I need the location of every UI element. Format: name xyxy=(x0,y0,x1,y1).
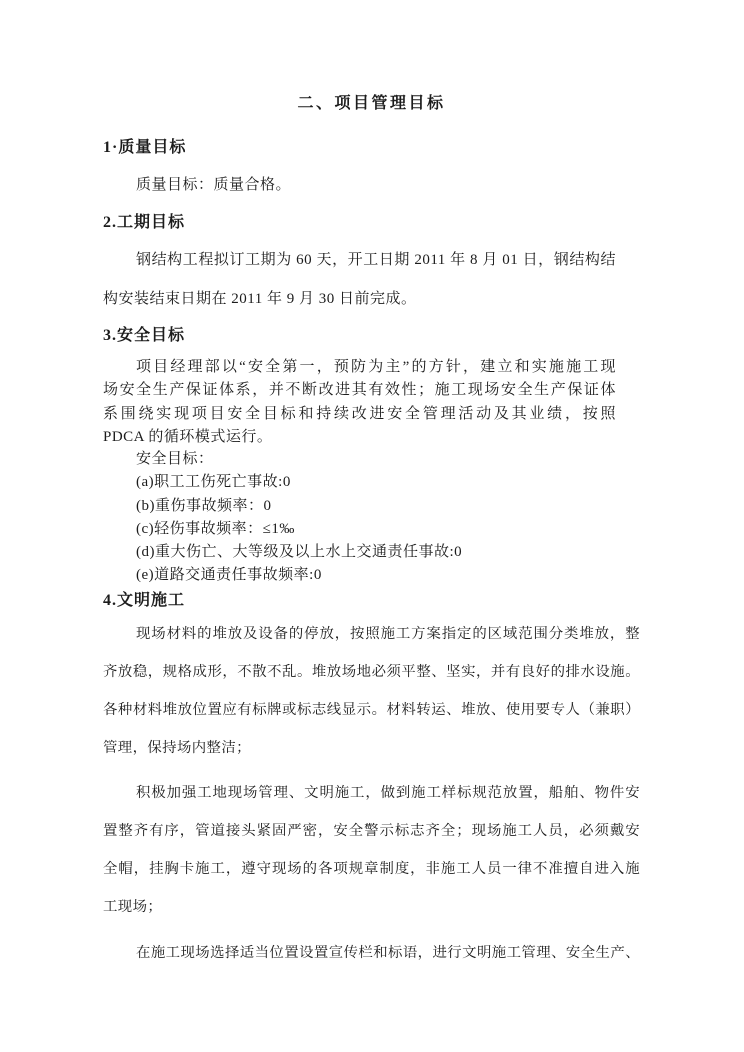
section-heading-schedule: 2.工期目标 xyxy=(103,214,186,231)
list-item: (c)轻伤事故频率：≤1‰ xyxy=(136,520,295,537)
text-line: 全帽，挂胸卡施工，遵守现场的各项规章制度，非施工人员一律不准擅自进入施 xyxy=(103,861,640,877)
paragraph-quality xyxy=(103,174,616,197)
section-heading-quality: 1·质量目标 xyxy=(103,139,187,156)
text-line: 项目经理部以“安全第一，预防为主”的方针，建立和实施施工现 xyxy=(136,359,616,375)
text-line: 现场材料的堆放及设备的停放，按照施工方案指定的区域范围分类堆放，整 xyxy=(136,626,640,642)
text-line: 各种材料堆放位置应有标牌或标志线显示。材料转运、堆放、使用要专人（兼职） xyxy=(103,702,640,718)
paragraph-publicity-board xyxy=(103,934,640,972)
text-line: 工现场； xyxy=(103,899,163,915)
paragraph-site-management xyxy=(103,774,640,926)
text-line: 在施工现场选择适当位置设置宣传栏和标语，进行文明施工管理、安全生产、 xyxy=(136,945,640,961)
paragraph-material-stacking xyxy=(103,615,640,767)
text-line: 钢结构工程拟订工期为 60 天，开工日期 2011 年 8 月 01 日，钢结构结 xyxy=(136,252,616,268)
list-item: 安全目标： xyxy=(136,451,214,467)
list-item: (a)职工工伤死亡事故:0 xyxy=(136,474,291,491)
paragraph-schedule xyxy=(103,241,616,319)
text-line: 积极加强工地现场管理、文明施工，做到施工样标规范放置，船舶、物件安 xyxy=(136,785,640,801)
section-heading-civilized-construction: 4.文明施工 xyxy=(103,592,186,609)
text-line: PDCA 的循环模式运行。 xyxy=(103,428,273,445)
text-line: 构安装结束日期在 2011 年 9 月 30 日前完成。 xyxy=(103,291,417,307)
paragraph-safety-policy xyxy=(103,356,616,449)
text-line: 管理，保持场内整洁； xyxy=(103,740,251,756)
text-line: 齐放稳，规格成形，不散不乱。堆放场地必须平整、坚实，并有良好的排水设施。 xyxy=(103,664,640,680)
text-line: 场安全生产保证体系，并不断改进其有效性；施工现场安全生产保证体 xyxy=(103,382,616,399)
list-item: (e)道路交通责任事故频率:0 xyxy=(136,567,322,584)
text-line: 质量目标：质量合格。 xyxy=(136,177,292,193)
text-line: 系围绕实现项目安全目标和持续改进安全管理活动及其业绩，按照 xyxy=(103,405,616,422)
safety-target-list xyxy=(103,448,616,588)
list-item: (b)重伤事故频率：0 xyxy=(136,497,272,514)
section-heading-safety: 3.安全目标 xyxy=(103,327,186,344)
text-line: 置整齐有序，管道接头紧固严密，安全警示标志齐全；现场施工人员，必须戴安 xyxy=(103,823,640,839)
list-item: (d)重大伤亡、大等级及以上水上交通责任事故:0 xyxy=(136,544,463,561)
document-title: 二、项目管理目标 xyxy=(297,95,446,112)
